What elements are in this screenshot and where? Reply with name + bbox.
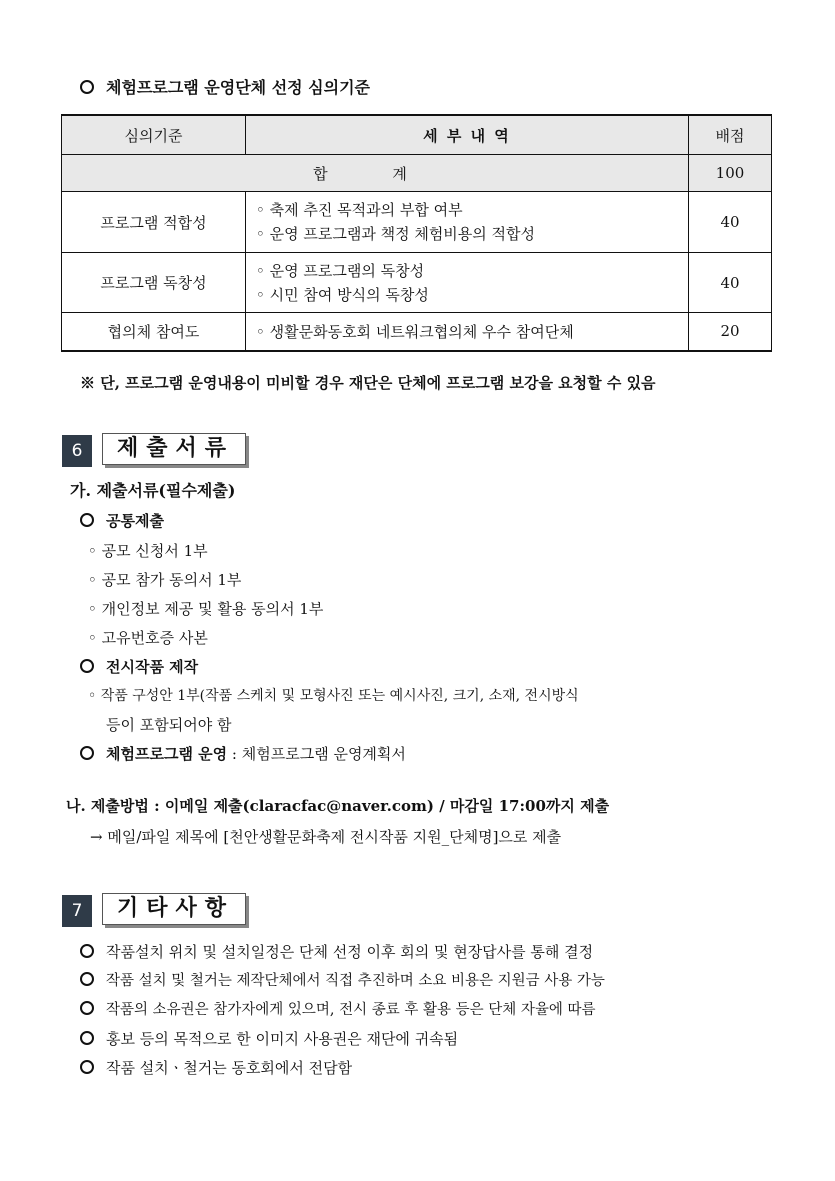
list-item: ◦ 공모 신청서 1부 bbox=[88, 542, 208, 560]
list-item: ◦ 작품 구성안 1부(작품 스케치 및 모형사진 또는 예시사진, 크기, 소재, 전시방식 bbox=[88, 688, 579, 704]
list-item: ◦ 공모 참가 동의서 1부 bbox=[88, 571, 242, 589]
section-number: 7 bbox=[62, 895, 92, 927]
exhibit-heading: 전시작품 제작 bbox=[80, 657, 198, 677]
program-heading: 체험프로그램 운영 : 체험프로그램 운영계획서 bbox=[80, 744, 406, 764]
section-number: 6 bbox=[62, 435, 92, 467]
list-item: 작품의 소유권은 참가자에게 있으며, 전시 종료 후 활용 등은 단체 자율에 따름 bbox=[80, 1000, 596, 1020]
row-details: ◦ 축제 추진 목적과의 부합 여부 ◦ 운영 프로그램과 책정 체험비용의 적합성 bbox=[246, 192, 689, 253]
criteria-heading: 체험프로그램 운영단체 선정 심의기준 bbox=[80, 78, 370, 98]
sub-heading-a: 가. 제출서류(필수제출) bbox=[70, 481, 236, 500]
list-item: 홍보 등의 목적으로 한 이미지 사용권은 재단에 귀속됨 bbox=[80, 1029, 458, 1049]
header-details: 세 부 내 역 bbox=[246, 115, 689, 155]
common-heading: 공통제출 bbox=[80, 511, 164, 531]
circle-bullet-icon bbox=[80, 659, 94, 673]
row-score: 40 bbox=[689, 253, 772, 313]
circle-bullet-icon bbox=[80, 746, 94, 760]
criteria-table bbox=[61, 114, 772, 352]
row-score: 40 bbox=[689, 192, 772, 253]
sub-b-note: → 메일/파일 제목에 [천안생활문화축제 전시작품 지원_단체명]으로 제출 bbox=[90, 828, 562, 846]
table-header-row bbox=[62, 115, 772, 155]
section-title: 제출서류 bbox=[102, 433, 246, 465]
row-criterion: 프로그램 독창성 bbox=[62, 253, 246, 313]
table-row bbox=[62, 253, 772, 313]
header-criterion: 심의기준 bbox=[62, 115, 246, 155]
row-score: 20 bbox=[689, 313, 772, 351]
table-row bbox=[62, 192, 772, 253]
circle-bullet-icon bbox=[80, 513, 94, 527]
row-details: ◦ 생활문화동호회 네트워크협의체 우수 참여단체 bbox=[246, 313, 689, 351]
circle-bullet-icon bbox=[80, 1031, 94, 1045]
table-row bbox=[62, 313, 772, 351]
circle-bullet-icon bbox=[80, 1060, 94, 1074]
section-title: 기타사항 bbox=[102, 893, 246, 925]
total-value: 100 bbox=[689, 155, 772, 192]
list-item: ◦ 개인정보 제공 및 활용 동의서 1부 bbox=[88, 600, 324, 618]
table-note: ※ 단, 프로그램 운영내용이 미비할 경우 재단은 단체에 프로그램 보강을 요청할 수 있음 bbox=[80, 374, 656, 392]
circle-bullet-icon bbox=[80, 972, 94, 986]
total-label: 합 계 bbox=[62, 155, 689, 192]
row-details: ◦ 운영 프로그램의 독창성 ◦ 시민 참여 방식의 독창성 bbox=[246, 253, 689, 313]
list-item-continued: 등이 포함되어야 함 bbox=[106, 716, 232, 734]
circle-bullet-icon bbox=[80, 944, 94, 958]
table-total-row bbox=[62, 155, 772, 192]
list-item: 작품설치 위치 및 설치일정은 단체 선정 이후 회의 및 현장답사를 통해 결정 bbox=[80, 942, 593, 962]
row-criterion: 협의체 참여도 bbox=[62, 313, 246, 351]
circle-bullet-icon bbox=[80, 80, 94, 94]
list-item: 작품 설치 및 철거는 제작단체에서 직접 추진하며 소요 비용은 지원금 사용 가능 bbox=[80, 971, 605, 991]
row-criterion: 프로그램 적합성 bbox=[62, 192, 246, 253]
list-item: 작품 설치ㆍ철거는 동호회에서 전담함 bbox=[80, 1058, 352, 1078]
sub-heading-b: 나. 제출방법 : 이메일 제출(claracfac@naver.com) / 마감일 17:00까지 제출 bbox=[66, 797, 610, 815]
header-score: 배점 bbox=[689, 115, 772, 155]
list-item: ◦ 고유번호증 사본 bbox=[88, 629, 208, 647]
circle-bullet-icon bbox=[80, 1001, 94, 1015]
